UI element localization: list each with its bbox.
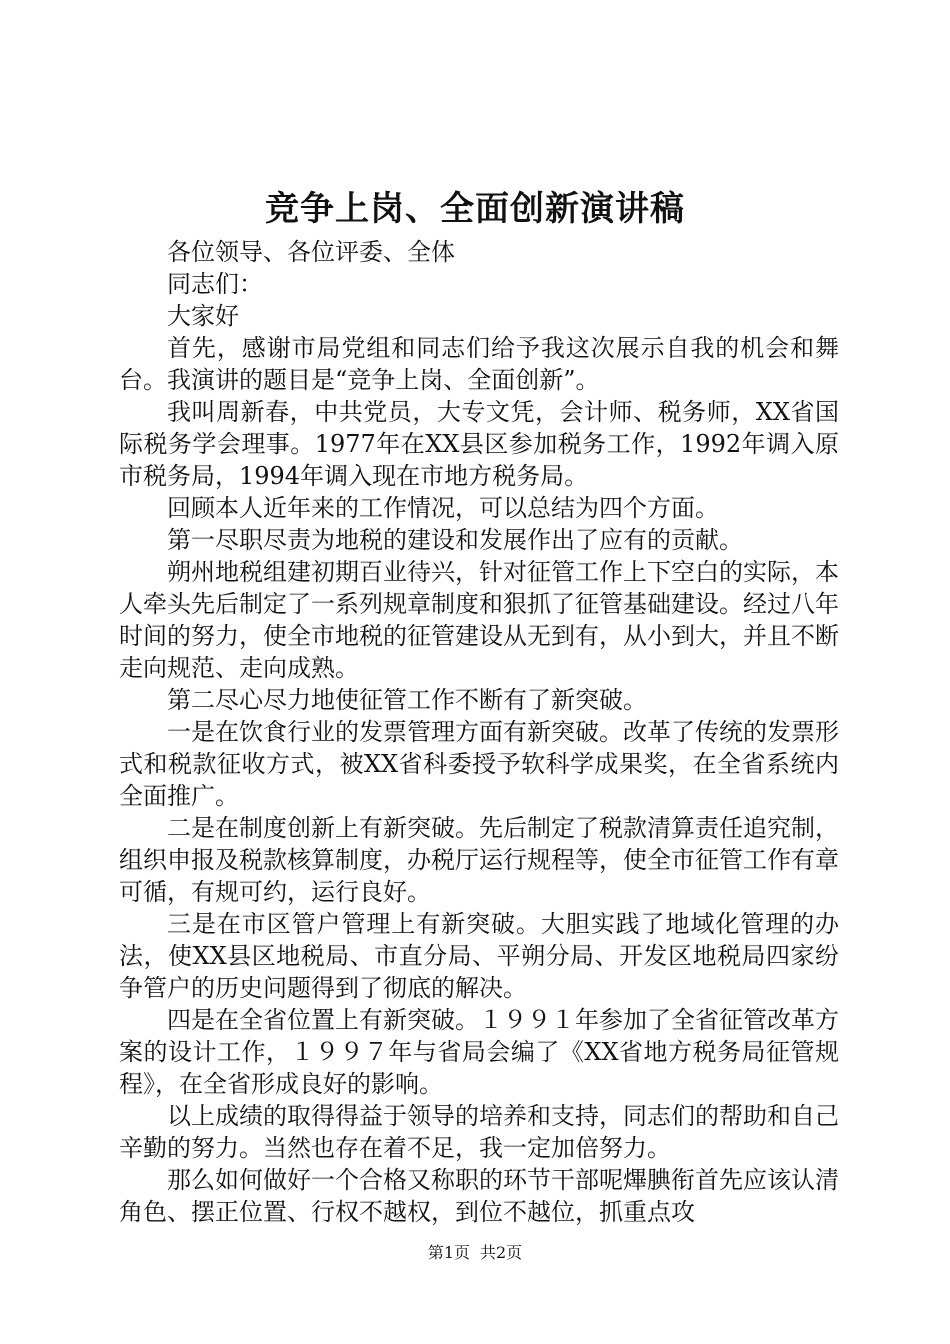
paragraph: 我叫周新春，中共党员，大专文凭，会计师、税务师，XX省国际税务学会理事。1977年在XX县区参加税务工作，1992年调入原市税务局，1994年调入现在市地方税务局。 (119, 398, 839, 490)
paragraph: 以上成绩的取得得益于领导的培养和支持，同志们的帮助和自己辛勤的努力。当然也存在着不足，我一定加倍努力。 (119, 1102, 839, 1162)
paragraph: 那么如何做好一个合格又称职的环节干部呢熚腆衔首先应该认清角色、摆正位置、行权不越权，到位不越位，抓重点攻 (119, 1166, 839, 1226)
document-title: 竞争上岗、全面创新演讲稿 (265, 189, 685, 229)
paragraph: 各位领导、各位评委、全体 (167, 238, 455, 266)
paragraph: 同志们： (167, 270, 263, 298)
page-number: 第1页 (427, 1243, 470, 1262)
page-footer (0, 1243, 950, 1263)
paragraph: 二是在制度创新上有新突破。先后制定了税款清算责任追究制，组织申报及税款核算制度，办税厅运行规程等，使全市征管工作有章可循，有规可约，运行良好。 (119, 814, 839, 906)
paragraph: 一是在饮食行业的发票管理方面有新突破。改革了传统的发票形式和税款征收方式，被XX省科委授予软科学成果奖，在全省系统内全面推广。 (119, 718, 839, 810)
paragraph: 朔州地税组建初期百业待兴，针对征管工作上下空白的实际，本人牵头先后制定了一系列规章制度和狠抓了征管基础建设。经过八年时间的努力，使全市地税的征管建设从无到有，从小到大，并且不断走向规范、走向成熟。 (119, 558, 839, 682)
paragraph: 大家好 (167, 302, 239, 330)
paragraph: 第一尽职尽责为地税的建设和发展作出了应有的贡献。 (167, 526, 743, 554)
document-body (119, 236, 839, 1228)
paragraph: 第二尽心尽力地使征管工作不断有了新突破。 (167, 686, 647, 714)
paragraph: 回顾本人近年来的工作情况，可以总结为四个方面。 (167, 494, 719, 522)
paragraph: 三是在市区管户管理上有新突破。大胆实践了地域化管理的办法，使XX县区地税局、市直分局、平朔分局、开发区地税局四家纷争管户的历史问题得到了彻底的解决。 (119, 910, 839, 1002)
paragraph: 首先，感谢市局党组和同志们给予我这次展示自我的机会和舞台。我演讲的题目是“竞争上岗、全面创新”。 (119, 334, 839, 394)
paragraph: 四是在全省位置上有新突破。１９９１年参加了全省征管改革方案的设计工作，１９９７年与省局会编了《XX省地方税务局征管规程》，在全省形成良好的影响。 (119, 1006, 839, 1098)
page-total: 共2页 (480, 1243, 523, 1262)
